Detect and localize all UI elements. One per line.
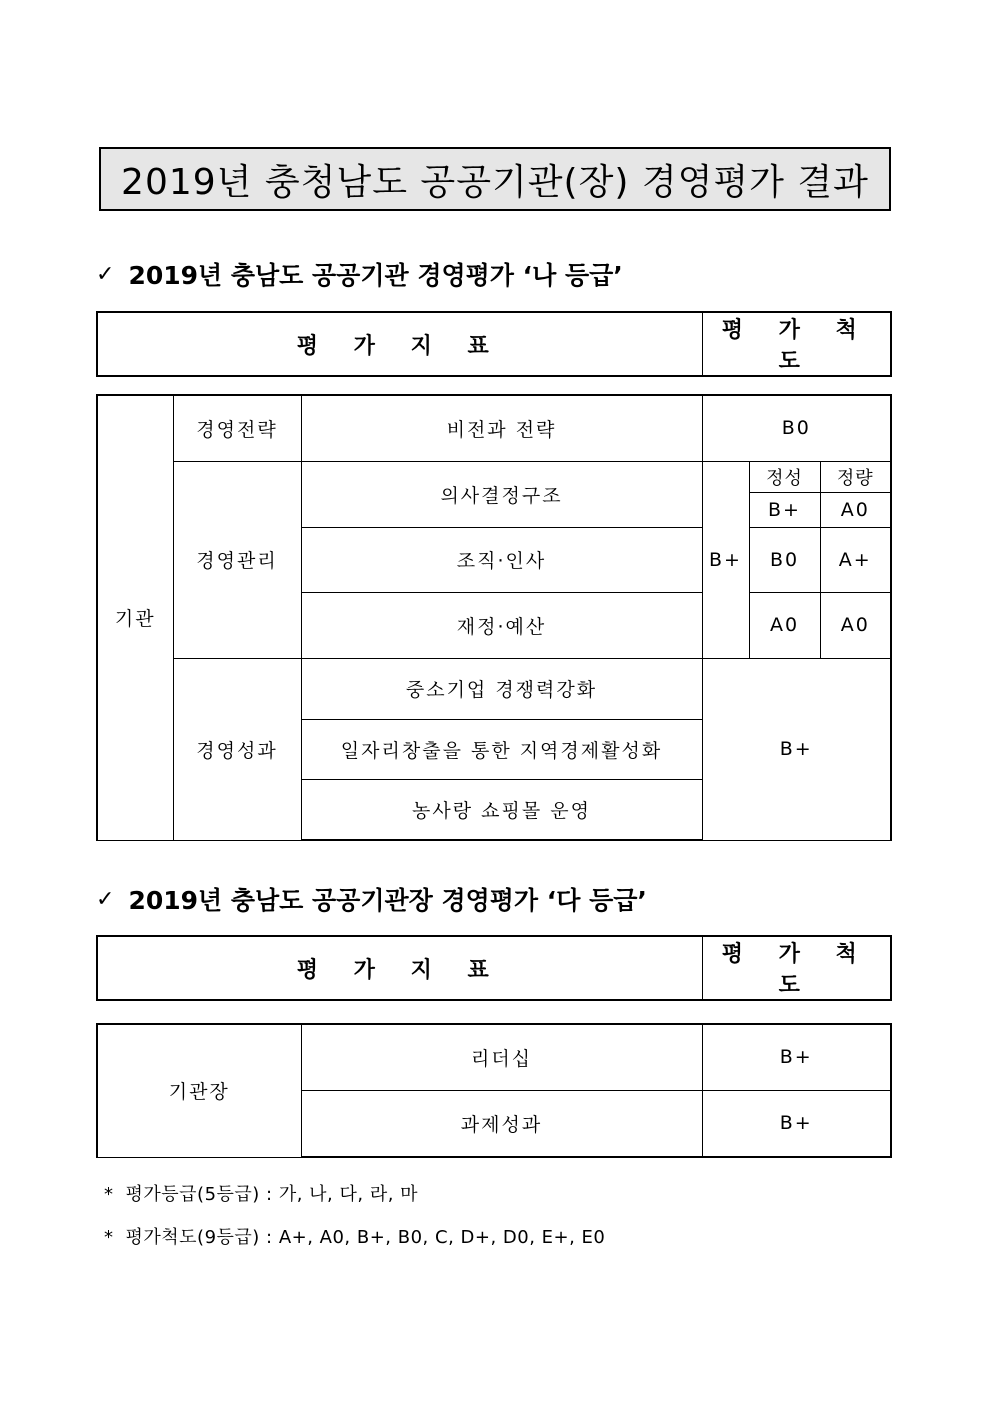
- grade-decision-quant: A0: [820, 492, 891, 527]
- item-shoppingmall: 농사랑 쇼핑몰 운영: [301, 779, 702, 840]
- item-decision: 의사결정구조: [301, 461, 702, 527]
- grade-task-performance: B+: [702, 1090, 891, 1157]
- section2-heading-text: 2019년 충남도 공공기관장 경영평가 ‘다 등급’: [128, 886, 647, 915]
- item-task-performance: 과제성과: [301, 1090, 702, 1157]
- qual-label: 정성: [749, 461, 820, 492]
- section2-heading: [96, 881, 647, 917]
- ceo-label: 기관장: [97, 1024, 301, 1157]
- category-management: 경영관리: [173, 461, 301, 658]
- item-organization: 조직·인사: [301, 527, 702, 592]
- note-grade-levels: [104, 1180, 418, 1206]
- grade-organization-quant: A+: [820, 527, 891, 592]
- note-text: 평가등급(5등급) : 가, 나, 다, 라, 마: [125, 1184, 419, 1205]
- section1-heading: [96, 256, 623, 292]
- check-icon: ✓: [96, 261, 115, 287]
- section1-heading-text: 2019년 충남도 공공기관 경영평가 ‘나 등급’: [128, 261, 623, 290]
- category-strategy: 경영전략: [173, 395, 301, 461]
- item-sme: 중소기업 경쟁력강화: [301, 658, 702, 719]
- grade-finance-qual: A0: [749, 592, 820, 658]
- grade-leadership: B+: [702, 1024, 891, 1090]
- grade-finance-quant: A0: [820, 592, 891, 658]
- grade-decision-qual: B+: [749, 492, 820, 527]
- page-title: 2019년 충청남도 공공기관(장) 경영평가 결과: [99, 147, 891, 211]
- check-icon: ✓: [96, 886, 115, 912]
- header-indicator: 평 가 지 표: [97, 936, 702, 1000]
- section2-header-table: [96, 935, 892, 1001]
- section1-main-table: [96, 394, 892, 841]
- header-scale: 평 가 척 도: [702, 936, 891, 1000]
- asterisk-icon: *: [104, 1184, 114, 1205]
- note-text: 평가척도(9등급) : A+, A0, B+, B0, C, D+, D0, E+, E0: [125, 1227, 606, 1248]
- grade-management-overall: B+: [702, 461, 749, 658]
- note-scale-levels: [104, 1223, 605, 1249]
- item-jobs: 일자리창출을 통한 지역경제활성화: [301, 719, 702, 779]
- grade-performance: B+: [702, 658, 891, 840]
- section2-main-table: [96, 1023, 892, 1158]
- section1-header-table: [96, 311, 892, 377]
- item-leadership: 리더십: [301, 1024, 702, 1090]
- quant-label: 정량: [820, 461, 891, 492]
- header-indicator: 평 가 지 표: [97, 312, 702, 376]
- item-vision: 비전과 전략: [301, 395, 702, 461]
- grade-organization-qual: B0: [749, 527, 820, 592]
- org-label: 기관: [97, 395, 173, 840]
- item-finance: 재정·예산: [301, 592, 702, 658]
- asterisk-icon: *: [104, 1227, 114, 1248]
- category-performance: 경영성과: [173, 658, 301, 840]
- grade-strategy: B0: [702, 395, 891, 461]
- header-scale: 평 가 척 도: [702, 312, 891, 376]
